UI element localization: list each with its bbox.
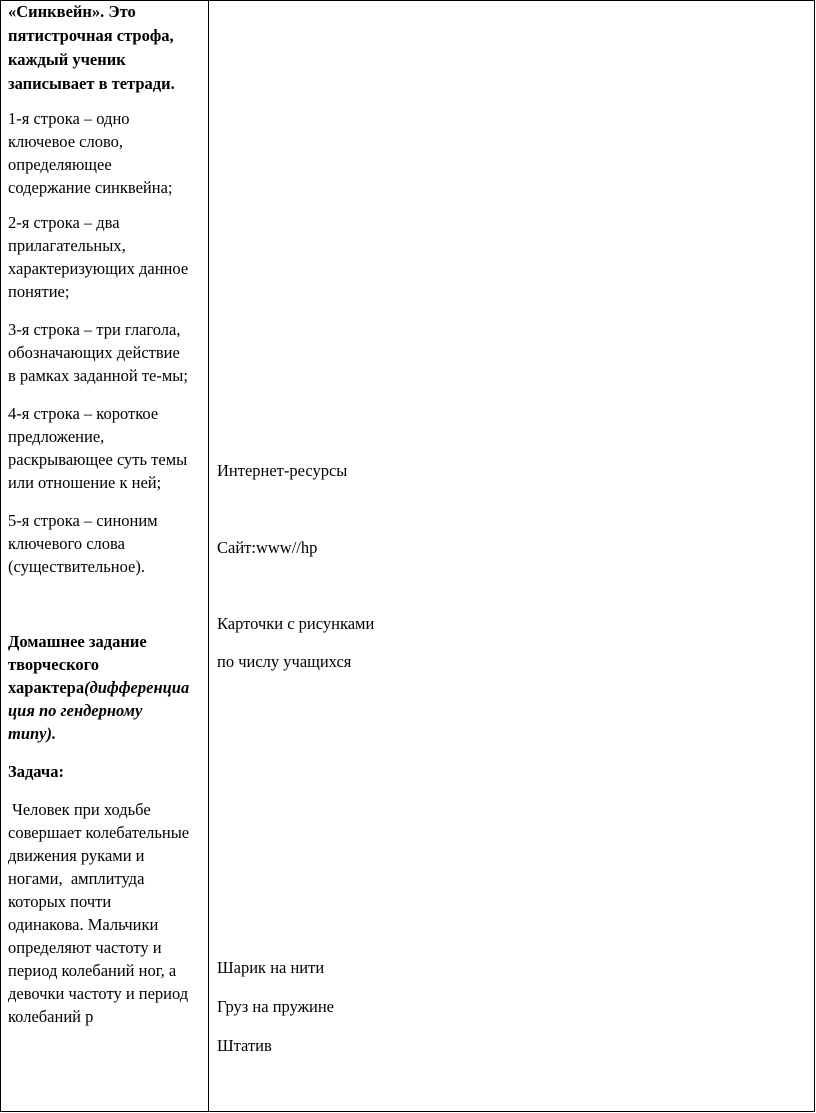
task-text: определяют частоту и <box>8 938 162 957</box>
line4-text: 4-я строка – короткое <box>8 404 159 423</box>
line2-text: 2-я строка – два <box>8 213 120 232</box>
cards-text: Карточки с рисунками <box>217 614 375 633</box>
homework-heading: Домашнее задание <box>8 632 147 651</box>
line1-text: 1-я строка – одно <box>8 109 130 128</box>
task-text: совершает колебательные <box>8 823 190 842</box>
intro-line: «Синквейн». Это <box>8 2 136 21</box>
homework-bold: характера <box>8 678 85 697</box>
line3-text: обозначающих действие <box>8 343 180 362</box>
spring-weight: Груз на пружине <box>217 997 334 1016</box>
homework-heading: творческого <box>8 655 99 674</box>
stand: Штатив <box>217 1036 272 1055</box>
line1-text: содержание синквейна; <box>8 178 173 197</box>
intro-line: записывает в тетради. <box>8 74 175 93</box>
homework-heading: типу). <box>8 724 57 743</box>
ball-on-thread: Шарик на нити <box>217 958 325 977</box>
homework-italic: (дифференциа <box>84 678 190 697</box>
line3-text: 3-я строка – три глагола, <box>8 320 181 339</box>
task-text: одинакова. Мальчики <box>8 915 159 934</box>
homework-heading: ция по гендерному <box>8 701 143 720</box>
line2-text: понятие; <box>8 282 70 301</box>
line5-text: (существительное). <box>8 557 145 576</box>
line1-text: ключевое слово, <box>8 132 124 151</box>
line2-text: характеризующих данное <box>8 259 189 278</box>
site-text: Сайт:www//hp <box>217 538 318 557</box>
homework-heading <box>8 676 189 700</box>
task-text: колебаний р <box>8 1007 94 1026</box>
per-student-text: по числу учащихся <box>217 652 352 671</box>
task-text: Человек при ходьбе <box>8 800 151 819</box>
line2-text: прилагательных, <box>8 236 126 255</box>
line1-text: определяющее <box>8 155 112 174</box>
intro-line: пятистрочная строфа, <box>8 26 174 45</box>
internet-resources: Интернет-ресурсы <box>217 461 348 480</box>
line4-text: или отношение к ней; <box>8 473 162 492</box>
line4-text: предложение, <box>8 427 105 446</box>
task-text: которых почти <box>8 892 112 911</box>
task-text: период колебаний ног, а <box>8 961 177 980</box>
line5-text: 5-я строка – синоним <box>8 511 158 530</box>
line5-text: ключевого слова <box>8 534 125 553</box>
line4-text: раскрывающее суть темы <box>8 450 188 469</box>
task-label: Задача: <box>8 762 64 781</box>
task-text: движения руками и <box>8 846 145 865</box>
column-divider <box>208 0 209 1112</box>
line3-text: в рамках заданной те-мы; <box>8 366 188 385</box>
task-text: девочки частоту и период <box>8 984 189 1003</box>
task-text: ногами, амплитуда <box>8 869 145 888</box>
intro-line: каждый ученик <box>8 50 126 69</box>
